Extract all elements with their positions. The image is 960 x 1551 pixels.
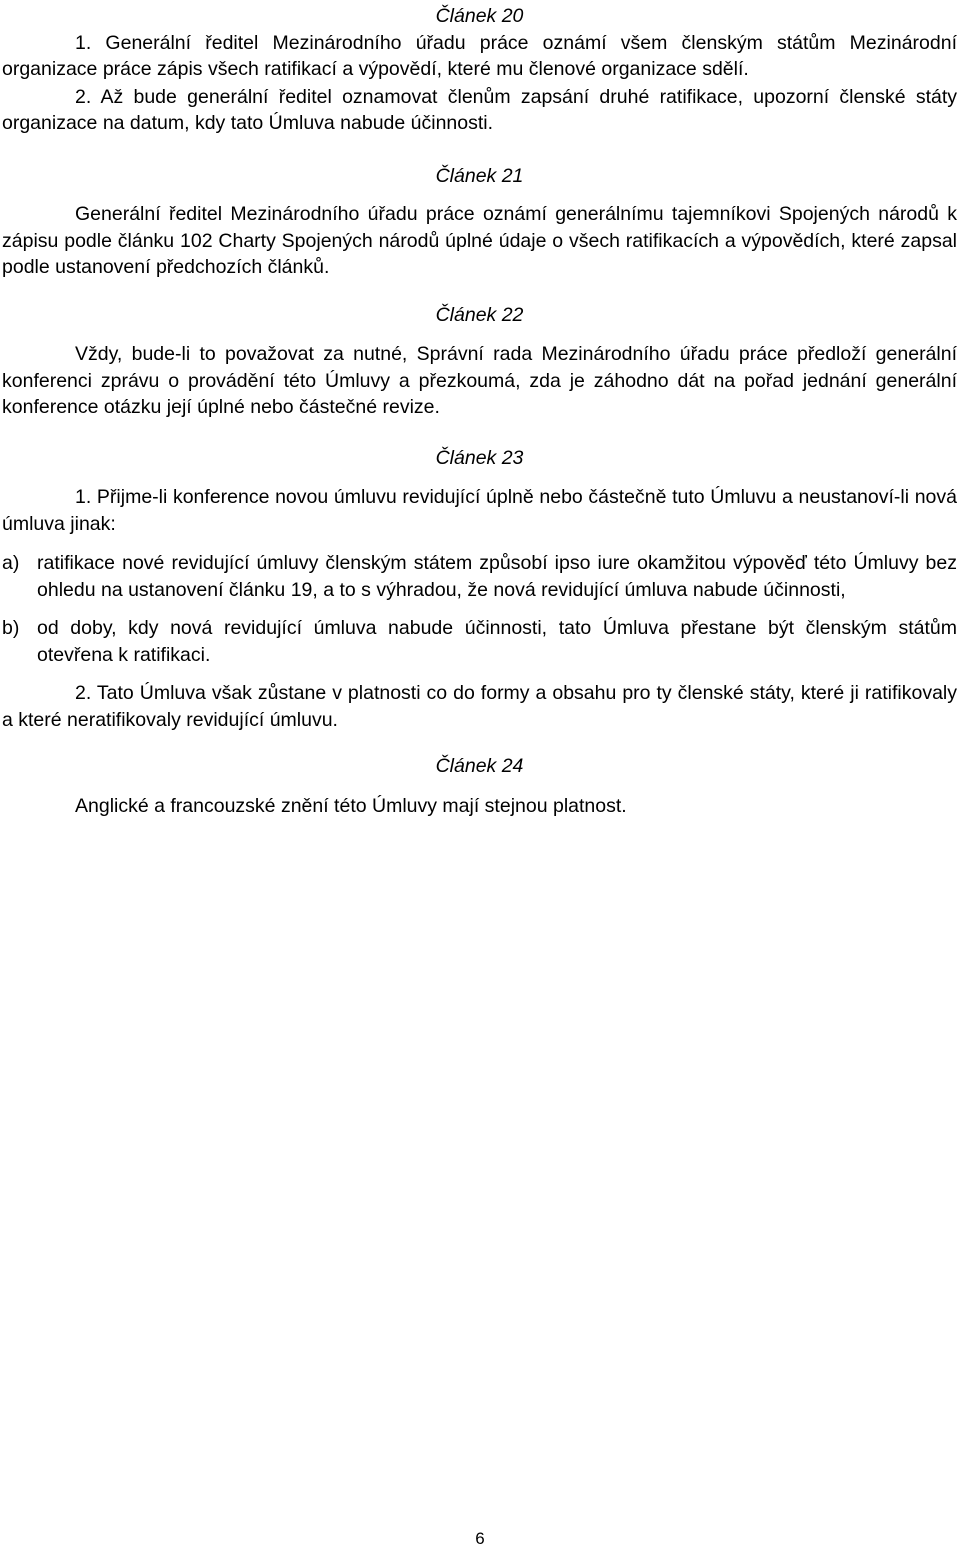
article-24-paragraph: Anglické a francouzské znění této Úmluvy mají stejnou platnost. (75, 794, 627, 817)
page-number: 6 (475, 1529, 485, 1548)
list-item-text: ratifikace nové revidující úmluvy členským státem způsobí ipso iure okamžitou výpověď této Úmluvy bez ohledu na ustanovení článku 19, a to s výhradou, že nová revidující úmluva nabude účinnosti, (37, 552, 957, 601)
article-22-heading: Článek 22 (435, 303, 524, 326)
list-marker: a) (2, 552, 20, 574)
article-20-heading: Článek 20 (435, 5, 524, 27)
article-24-heading: Článek 24 (435, 755, 524, 777)
article-23-paragraph-1: 1. Přijme-li konference novou úmluvu revidující úplně nebo částečně tuto Úmluvu a neustanoví-li nová úmluva jinak: (2, 486, 957, 535)
article-23-list-item-a (2, 550, 957, 603)
article-23-heading: Článek 23 (435, 446, 524, 469)
article-23-list-item-b (2, 615, 957, 668)
list-item-text: od doby, kdy nová revidující úmluva nabude účinnosti, tato Úmluva přestane být členským státům otevřena k ratifikaci. (37, 617, 957, 666)
list-marker: b) (2, 617, 20, 639)
article-21-heading: Článek 21 (435, 164, 524, 187)
article-20-paragraph-2: 2. Až bude generální ředitel oznamovat členům zapsání druhé ratifikace, upozorní členské státy organizace na datum, kdy tato Úmluva nabude účinnosti. (2, 85, 957, 134)
article-21-paragraph: Generální ředitel Mezinárodního úřadu práce oznámí generálnímu tajemníkovi Spojených národů k zápisu podle článku 102 Charty Spojených národů úplné údaje o všech ratifikacích a výpovědích, které zapsal podle ustanovení předchozích článků. (2, 203, 957, 278)
article-23-paragraph-2: 2. Tato Úmluva však zůstane v platnosti co do formy a obsahu pro ty členské státy, které ji ratifikovaly a které neratifikovaly revidující úmluvu. (2, 682, 957, 731)
document-body (2, 3, 957, 819)
article-22-paragraph: Vždy, bude-li to považovat za nutné, Správní rada Mezinárodního úřadu práce předloží generální konferenci zprávu o provádění této Úmluvy a přezkoumá, zda je záhodno dát na pořad jednání generální konference otázku její úplné nebo částečné revize. (2, 343, 957, 418)
article-20-paragraph-1: 1. Generální ředitel Mezinárodního úřadu práce oznámí všem členským státům Mezinárodní organizace práce zápis všech ratifikací a výpovědí, které mu členové organizace sdělí. (2, 31, 957, 80)
